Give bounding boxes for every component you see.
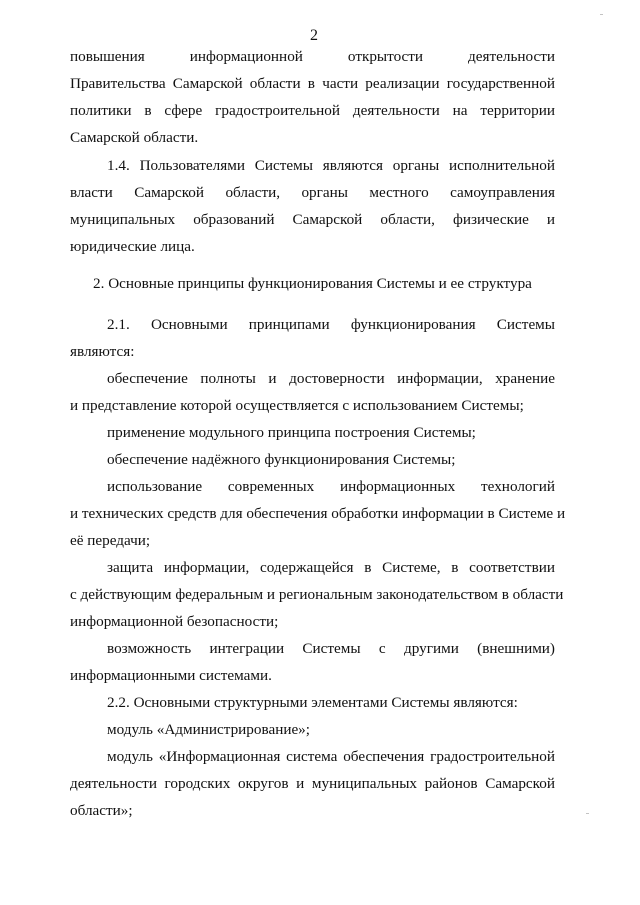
text-line: информационными системами. [70,667,272,684]
text-line: информационной безопасности; [70,613,279,630]
text-line: области»; [70,802,133,819]
page-number: 2 [310,27,318,44]
text-line: 2.2. Основными структурными элементами Системы являются: [107,694,518,711]
text-line: защита информации, содержащейся в Системе, в соответствии [107,559,555,576]
text-line: повышения информационной открытости деятельности [70,48,555,65]
text-line: с действующим федеральным и региональным законодательством в области [70,586,564,603]
text-line: деятельности городских округов и муниципальных районов Самарской [70,775,555,792]
text-line: и технических средств для обеспечения обработки информации в Системе и [70,505,566,522]
section-heading: 2. Основные принципы функционирования Системы и ее структура [93,275,532,292]
text-line: 1.4. Пользователями Системы являются органы исполнительной [107,157,555,174]
text-line: обеспечение надёжного функционирования Системы; [107,451,456,468]
text-line: 2.1. Основными принципами функционирования Системы [107,316,555,333]
text-line: модуль «Администрирование»; [107,721,310,738]
text-line: власти Самарской области, органы местного самоуправления [70,184,555,201]
text-line: Правительства Самарской области в части реализации государственной [70,75,555,92]
text-line: её передачи; [70,532,151,549]
scan-speck [600,14,603,15]
text-line: и представление которой осуществляется с использованием Системы; [70,397,524,414]
text-line: муниципальных образований Самарской области, физические и [70,211,555,228]
text-line: обеспечение полноты и достоверности информации, хранение [107,370,555,387]
text-line: возможность интеграции Системы с другими (внешними) [107,640,555,657]
text-line: использование современных информационных технологий [107,478,555,495]
text-line: являются: [70,343,135,360]
scan-speck [586,813,589,814]
text-line: применение модульного принципа построения Системы; [107,424,476,441]
text-line: юридические лица. [70,238,195,255]
text-line: политики в сфере градостроительной деятельности на территории [70,102,555,119]
text-line: Самарской области. [70,129,199,146]
text-line: модуль «Информационная система обеспечения градостроительной [107,748,555,765]
